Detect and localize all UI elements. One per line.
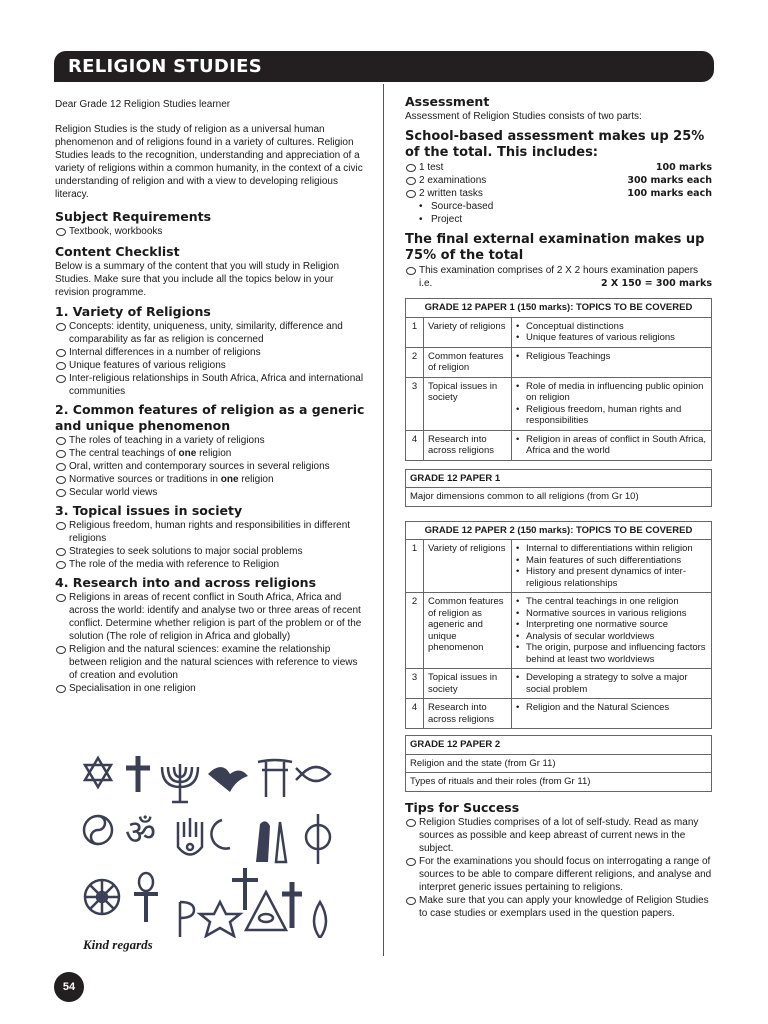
list-item: The roles of teaching in a variety of religions bbox=[55, 434, 367, 447]
sba-marks: 100 marks each bbox=[627, 188, 712, 199]
row-topic: Research into across religions bbox=[424, 430, 512, 460]
row-number: 3 bbox=[406, 377, 424, 430]
section-heading: 2. Common features of religion as a generic and unique phenomenon bbox=[55, 402, 365, 433]
row-number: 2 bbox=[406, 593, 424, 669]
row-topic: Research into across religions bbox=[424, 699, 512, 729]
table-row bbox=[406, 669, 712, 699]
list-item: • Interpreting one normative source bbox=[516, 619, 707, 631]
list-item: • History and present dynamics of inter-religious relationships bbox=[516, 566, 707, 589]
list-item: • The origin, purpose and influencing factors behind at least two worldviews bbox=[516, 642, 707, 665]
table-row bbox=[406, 317, 712, 347]
table-cell: Types of rituals and their roles (from Gr 11) bbox=[406, 773, 712, 792]
final-exam-list bbox=[405, 264, 712, 290]
task-type-list bbox=[405, 200, 712, 226]
assessment-heading: Assessment bbox=[405, 94, 490, 109]
paper1-table bbox=[405, 298, 712, 461]
final-exam-marks: 2 X 150 = 300 marks bbox=[600, 278, 712, 289]
row-items bbox=[512, 540, 712, 593]
column-divider bbox=[383, 84, 384, 956]
bold-word: one bbox=[220, 474, 239, 485]
left-column bbox=[55, 98, 367, 695]
right-column bbox=[405, 92, 712, 920]
page-title: RELIGION STUDIES bbox=[68, 56, 262, 77]
list-item: Unique features of various religions bbox=[55, 359, 367, 372]
list-item: • Religion in areas of conflict in South Africa, Africa and the world bbox=[516, 434, 707, 457]
list-item: For the examinations you should focus on interrogating a range of sources to be able to compare different religions, and analyse and interpret generic issues pertaining to religions. bbox=[405, 855, 712, 894]
table-row bbox=[406, 540, 712, 593]
table-title: GRADE 12 PAPER 1 bbox=[406, 469, 712, 488]
om-icon bbox=[125, 813, 156, 853]
subject-requirements-list bbox=[55, 225, 367, 238]
list-item: • Role of media in influencing public opinion on religion bbox=[516, 381, 707, 404]
row-number: 3 bbox=[406, 669, 424, 699]
row-topic: Common features of religion bbox=[424, 347, 512, 377]
list-item bbox=[405, 187, 712, 200]
list-item bbox=[405, 161, 712, 174]
table-cell: Religion and the state (from Gr 11) bbox=[406, 754, 712, 773]
table-title: GRADE 12 PAPER 1 (150 marks): TOPICS TO BE COVERED bbox=[406, 299, 712, 318]
row-topic: Variety of religions bbox=[424, 317, 512, 347]
table-title: GRADE 12 PAPER 2 (150 marks): TOPICS TO BE COVERED bbox=[406, 521, 712, 540]
sba-list bbox=[405, 161, 712, 200]
list-item: Religion and the natural sciences: examine the relationship between religion and the natural sciences with reference to views of creation and evolution bbox=[55, 643, 367, 682]
row-number: 2 bbox=[406, 347, 424, 377]
table-row bbox=[406, 488, 712, 507]
list-item: • Internal to differentiations within religion bbox=[516, 543, 707, 555]
list-item: Textbook, workbooks bbox=[55, 225, 367, 238]
sba-heading: School-based assessment makes up 25% of the total. This includes: bbox=[405, 129, 705, 160]
table-title: GRADE 12 PAPER 2 bbox=[406, 736, 712, 755]
table-cell: Major dimensions common to all religions (from Gr 10) bbox=[406, 488, 712, 507]
row-topic: Topical issues in society bbox=[424, 669, 512, 699]
list-item: Concepts: identity, uniqueness, unity, similarity, difference and comparability as far as religion is concerned bbox=[55, 320, 367, 346]
sba-marks: 300 marks each bbox=[627, 175, 712, 186]
list-item: Internal differences in a number of religions bbox=[55, 346, 367, 359]
section-list bbox=[55, 434, 367, 499]
table-row bbox=[406, 430, 712, 460]
list-item: Religious freedom, human rights and responsibilities in different religions bbox=[55, 519, 367, 545]
row-items bbox=[512, 593, 712, 669]
list-item: Inter-religious relationships in South Africa, Africa and international communities bbox=[55, 372, 367, 398]
list-item: Oral, written and contemporary sources in several religions bbox=[55, 460, 367, 473]
tips-heading: Tips for Success bbox=[405, 799, 520, 815]
content-checklist-text: Below is a summary of the content that you will study in Religion Studies. Make sure that you include all the topics below in your revision programme. bbox=[55, 261, 340, 298]
list-item: Strategies to seek solutions to major social problems bbox=[55, 545, 367, 558]
section-heading: 1. Variety of Religions bbox=[55, 304, 211, 319]
list-item: • Religious Teachings bbox=[516, 351, 707, 363]
row-number: 1 bbox=[406, 317, 424, 347]
section-list bbox=[55, 519, 367, 571]
row-topic: Variety of religions bbox=[424, 540, 512, 593]
table-row bbox=[406, 754, 712, 773]
list-item: • The central teachings in one religion bbox=[516, 596, 707, 608]
row-number: 1 bbox=[406, 540, 424, 593]
list-item: Normative sources or traditions in one religion bbox=[55, 473, 367, 486]
list-item: Religions in areas of recent conflict in South Africa, Africa and across the world: identify and analyse two or three areas of recent conflict. Determine whether religion is part of the problem or of the solution (The role of religion in Africa and globally) bbox=[55, 591, 367, 643]
sba-label: 2 examinations bbox=[419, 175, 487, 186]
list-item: • Religious freedom, human rights and responsibilities bbox=[516, 404, 707, 427]
final-exam-heading: The final external examination makes up 75% of the total bbox=[405, 232, 705, 263]
list-item: Religion Studies comprises of a lot of self-study. Read as many sources as possible and keep abreast of current news in the subject. bbox=[405, 816, 712, 855]
tips-list bbox=[405, 816, 712, 920]
sba-label: 1 test bbox=[419, 162, 444, 173]
row-number: 4 bbox=[406, 430, 424, 460]
title-banner bbox=[54, 51, 714, 82]
list-item: • Normative sources in various religions bbox=[516, 608, 707, 620]
subject-requirements-heading: Subject Requirements bbox=[55, 209, 212, 224]
svg-text:ॐ: ॐ bbox=[125, 813, 157, 853]
list-item: • Project bbox=[419, 213, 712, 226]
list-item: • Unique features of various religions bbox=[516, 332, 707, 344]
row-items bbox=[512, 317, 712, 347]
list-item: • Developing a strategy to solve a major social problem bbox=[516, 672, 707, 695]
row-items bbox=[512, 347, 712, 377]
paper1-extra-table bbox=[405, 469, 712, 507]
row-items bbox=[512, 699, 712, 729]
row-items bbox=[512, 377, 712, 430]
section-list bbox=[55, 591, 367, 695]
sign-off: Kind regards bbox=[83, 937, 153, 952]
list-item: Make sure that you can apply your knowledge of Religion Studies to case studies or exemplars used in the question papers. bbox=[405, 894, 712, 920]
greeting: Dear Grade 12 Religion Studies learner bbox=[55, 99, 231, 110]
row-number: 4 bbox=[406, 699, 424, 729]
assessment-text: Assessment of Religion Studies consists of two parts: bbox=[405, 111, 642, 122]
page-number: 54 bbox=[54, 972, 84, 1002]
content-checklist-heading: Content Checklist bbox=[55, 244, 180, 259]
row-topic: Common features of religion as ageneric and unique phenomenon bbox=[424, 593, 512, 669]
religious-symbols-image bbox=[80, 752, 338, 938]
final-exam-text: This examination comprises of 2 X 2 hours examination papers i.e. bbox=[419, 265, 699, 289]
table-row bbox=[406, 347, 712, 377]
table-row bbox=[406, 773, 712, 792]
list-item bbox=[405, 174, 712, 187]
list-item: The role of the media with reference to Religion bbox=[55, 558, 367, 571]
section-heading: 4. Research into and across religions bbox=[55, 575, 317, 590]
table-row bbox=[406, 699, 712, 729]
list-item: • Analysis of secular worldviews bbox=[516, 631, 707, 643]
intro-text: Religion Studies is the study of religion as a universal human phenomenon and of religions found in a variety of cultures. Religion Studies leads to the recognition, understanding and appreciation of a variety of religions within a common humanity, in the context of a civic understanding of religion and with a view to developing religious literacy. bbox=[55, 124, 363, 200]
list-item: Specialisation in one religion bbox=[55, 682, 367, 695]
list-item: • Conceptual distinctions bbox=[516, 321, 707, 333]
table-row bbox=[406, 593, 712, 669]
sba-label: 2 written tasks bbox=[419, 188, 483, 199]
row-items bbox=[512, 430, 712, 460]
section-heading: 3. Topical issues in society bbox=[55, 503, 243, 518]
row-topic: Topical issues in society bbox=[424, 377, 512, 430]
row-items bbox=[512, 669, 712, 699]
dharma-wheel-icon bbox=[85, 880, 119, 914]
bold-word: one bbox=[178, 448, 197, 459]
section-list bbox=[55, 320, 367, 398]
list-item bbox=[405, 264, 712, 290]
list-item: • Main features of such differentiations bbox=[516, 555, 707, 567]
sba-marks: 100 marks bbox=[655, 162, 712, 173]
list-item: • Religion and the Natural Sciences bbox=[516, 702, 707, 714]
paper2-table bbox=[405, 521, 712, 730]
list-item: The central teachings of one religion bbox=[55, 447, 367, 460]
table-row bbox=[406, 377, 712, 430]
list-item: • Source-based bbox=[419, 200, 712, 213]
list-item: Secular world views bbox=[55, 486, 367, 499]
paper2-extra-table bbox=[405, 735, 712, 792]
